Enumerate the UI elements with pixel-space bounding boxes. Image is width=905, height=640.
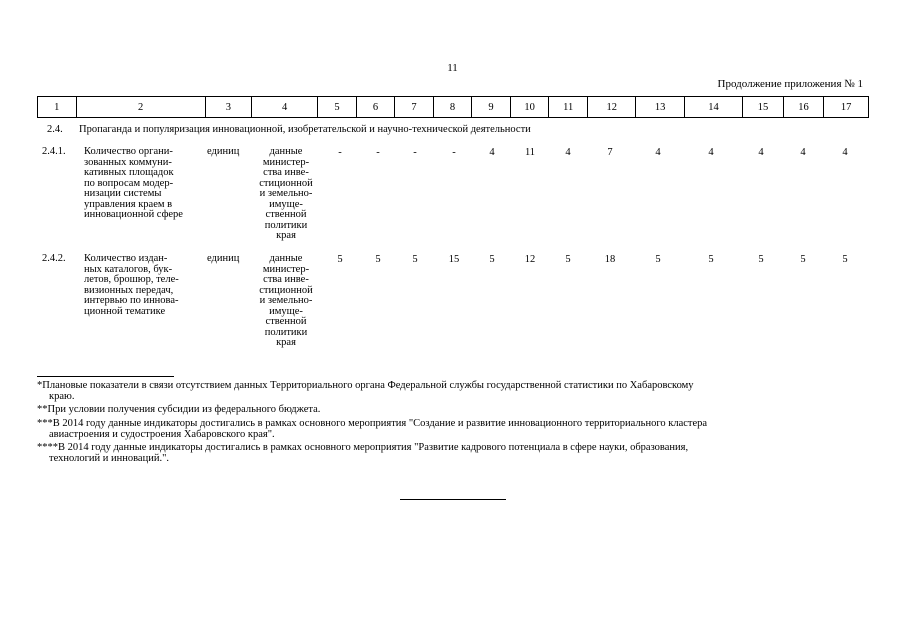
- header-cell: 10: [510, 97, 549, 118]
- header-cell: 11: [549, 97, 588, 118]
- row-unit: единиц: [207, 253, 240, 264]
- row-value: 5: [758, 254, 764, 265]
- row-number: 2.4.2.: [42, 253, 66, 264]
- row-value: 18: [604, 254, 616, 265]
- section-number: 2.4.: [47, 124, 63, 135]
- header-cell: 14: [684, 97, 742, 118]
- row-value: 5: [708, 254, 714, 265]
- footnote-continuation: авиастроения и судостроения Хабаровского края".: [49, 428, 275, 440]
- page-number: 11: [447, 62, 458, 74]
- footnote-text: **При условии получения субсидии из федерального бюджета.: [37, 404, 321, 415]
- header-cell: 4: [252, 97, 318, 118]
- header-cell: 8: [433, 97, 472, 118]
- row-source: данные министер- ства инве- стиционной и земельно- имуще- ственной политики края: [259, 146, 313, 241]
- row-value: 4: [489, 147, 495, 158]
- row-value: 5: [489, 254, 495, 265]
- header-cell: 15: [743, 97, 784, 118]
- footnote-text: ****В 2014 году данные индикаторы достигались в рамках основного мероприятия "Развитие кадрового потенциала в сфере науки, образования,: [37, 442, 689, 453]
- column-number-header: [37, 96, 869, 118]
- header-cell: 1: [38, 97, 77, 118]
- header-cell: 16: [783, 97, 824, 118]
- row-value: 5: [655, 254, 661, 265]
- end-line: [400, 499, 506, 500]
- row-value: 4: [800, 147, 806, 158]
- row-value: -: [376, 147, 380, 158]
- row-value: 5: [800, 254, 806, 265]
- row-value: 5: [412, 254, 418, 265]
- row-value: 4: [842, 147, 848, 158]
- footnote-continuation: технологий и инноваций.".: [49, 452, 169, 464]
- row-value: -: [452, 147, 456, 158]
- header-cell: 9: [472, 97, 511, 118]
- continuation-label: Продолжение приложения № 1: [717, 78, 863, 90]
- section-title: Пропаганда и популяризация инновационной, изобретательской и научно-технической деятельности: [79, 124, 531, 135]
- row-value: 5: [565, 254, 571, 265]
- row-value: 7: [607, 147, 613, 158]
- footnote-text: *Плановые показатели в связи отсутствием данных Территориального органа Федеральной службы государственной статистики по Хабаровскому: [37, 380, 694, 391]
- header-cell: 3: [205, 97, 251, 118]
- footnote-2: [37, 405, 869, 416]
- row-value: 5: [337, 254, 343, 265]
- footnote-3: [37, 419, 869, 440]
- header-cell: 2: [76, 97, 205, 118]
- row-indicator-name: Количество органи- зованных коммуни- кативных площадок по вопросам модер- низации системы управления краем в инновационной сфере: [84, 146, 183, 220]
- row-value: 4: [708, 147, 714, 158]
- row-value: 5: [375, 254, 381, 265]
- row-value: 15: [448, 254, 460, 265]
- footnote-text: ***В 2014 году данные индикаторы достигались в рамках основного мероприятия "Создание и развитие инновационного территориального кластера: [37, 418, 708, 429]
- row-value: 12: [524, 254, 536, 265]
- footnote-1: [37, 381, 869, 402]
- header-cell: 12: [587, 97, 635, 118]
- header-cell: 6: [356, 97, 395, 118]
- header-cell: 13: [636, 97, 684, 118]
- row-value: -: [338, 147, 342, 158]
- row-value: 4: [758, 147, 764, 158]
- footnote-4: [37, 443, 869, 464]
- footnote-continuation: краю.: [49, 390, 75, 402]
- header-cell: 5: [318, 97, 357, 118]
- footnote-separator: [37, 376, 174, 377]
- row-value: 4: [655, 147, 661, 158]
- header-cell: 17: [824, 97, 869, 118]
- row-indicator-name: Количество издан- ных каталогов, бук- летов, брошюр, теле- визионных передач, интервью по иннова- ционной тематике: [84, 253, 179, 317]
- row-source: данные министер- ства инве- стиционной и земельно- имуще- ственной политики края: [259, 253, 313, 348]
- row-unit: единиц: [207, 146, 240, 157]
- section-heading: [47, 124, 531, 135]
- header-cell: 7: [395, 97, 434, 118]
- row-number: 2.4.1.: [42, 146, 66, 157]
- row-value: 11: [524, 147, 536, 158]
- row-value: 4: [565, 147, 571, 158]
- row-value: -: [413, 147, 417, 158]
- row-value: 5: [842, 254, 848, 265]
